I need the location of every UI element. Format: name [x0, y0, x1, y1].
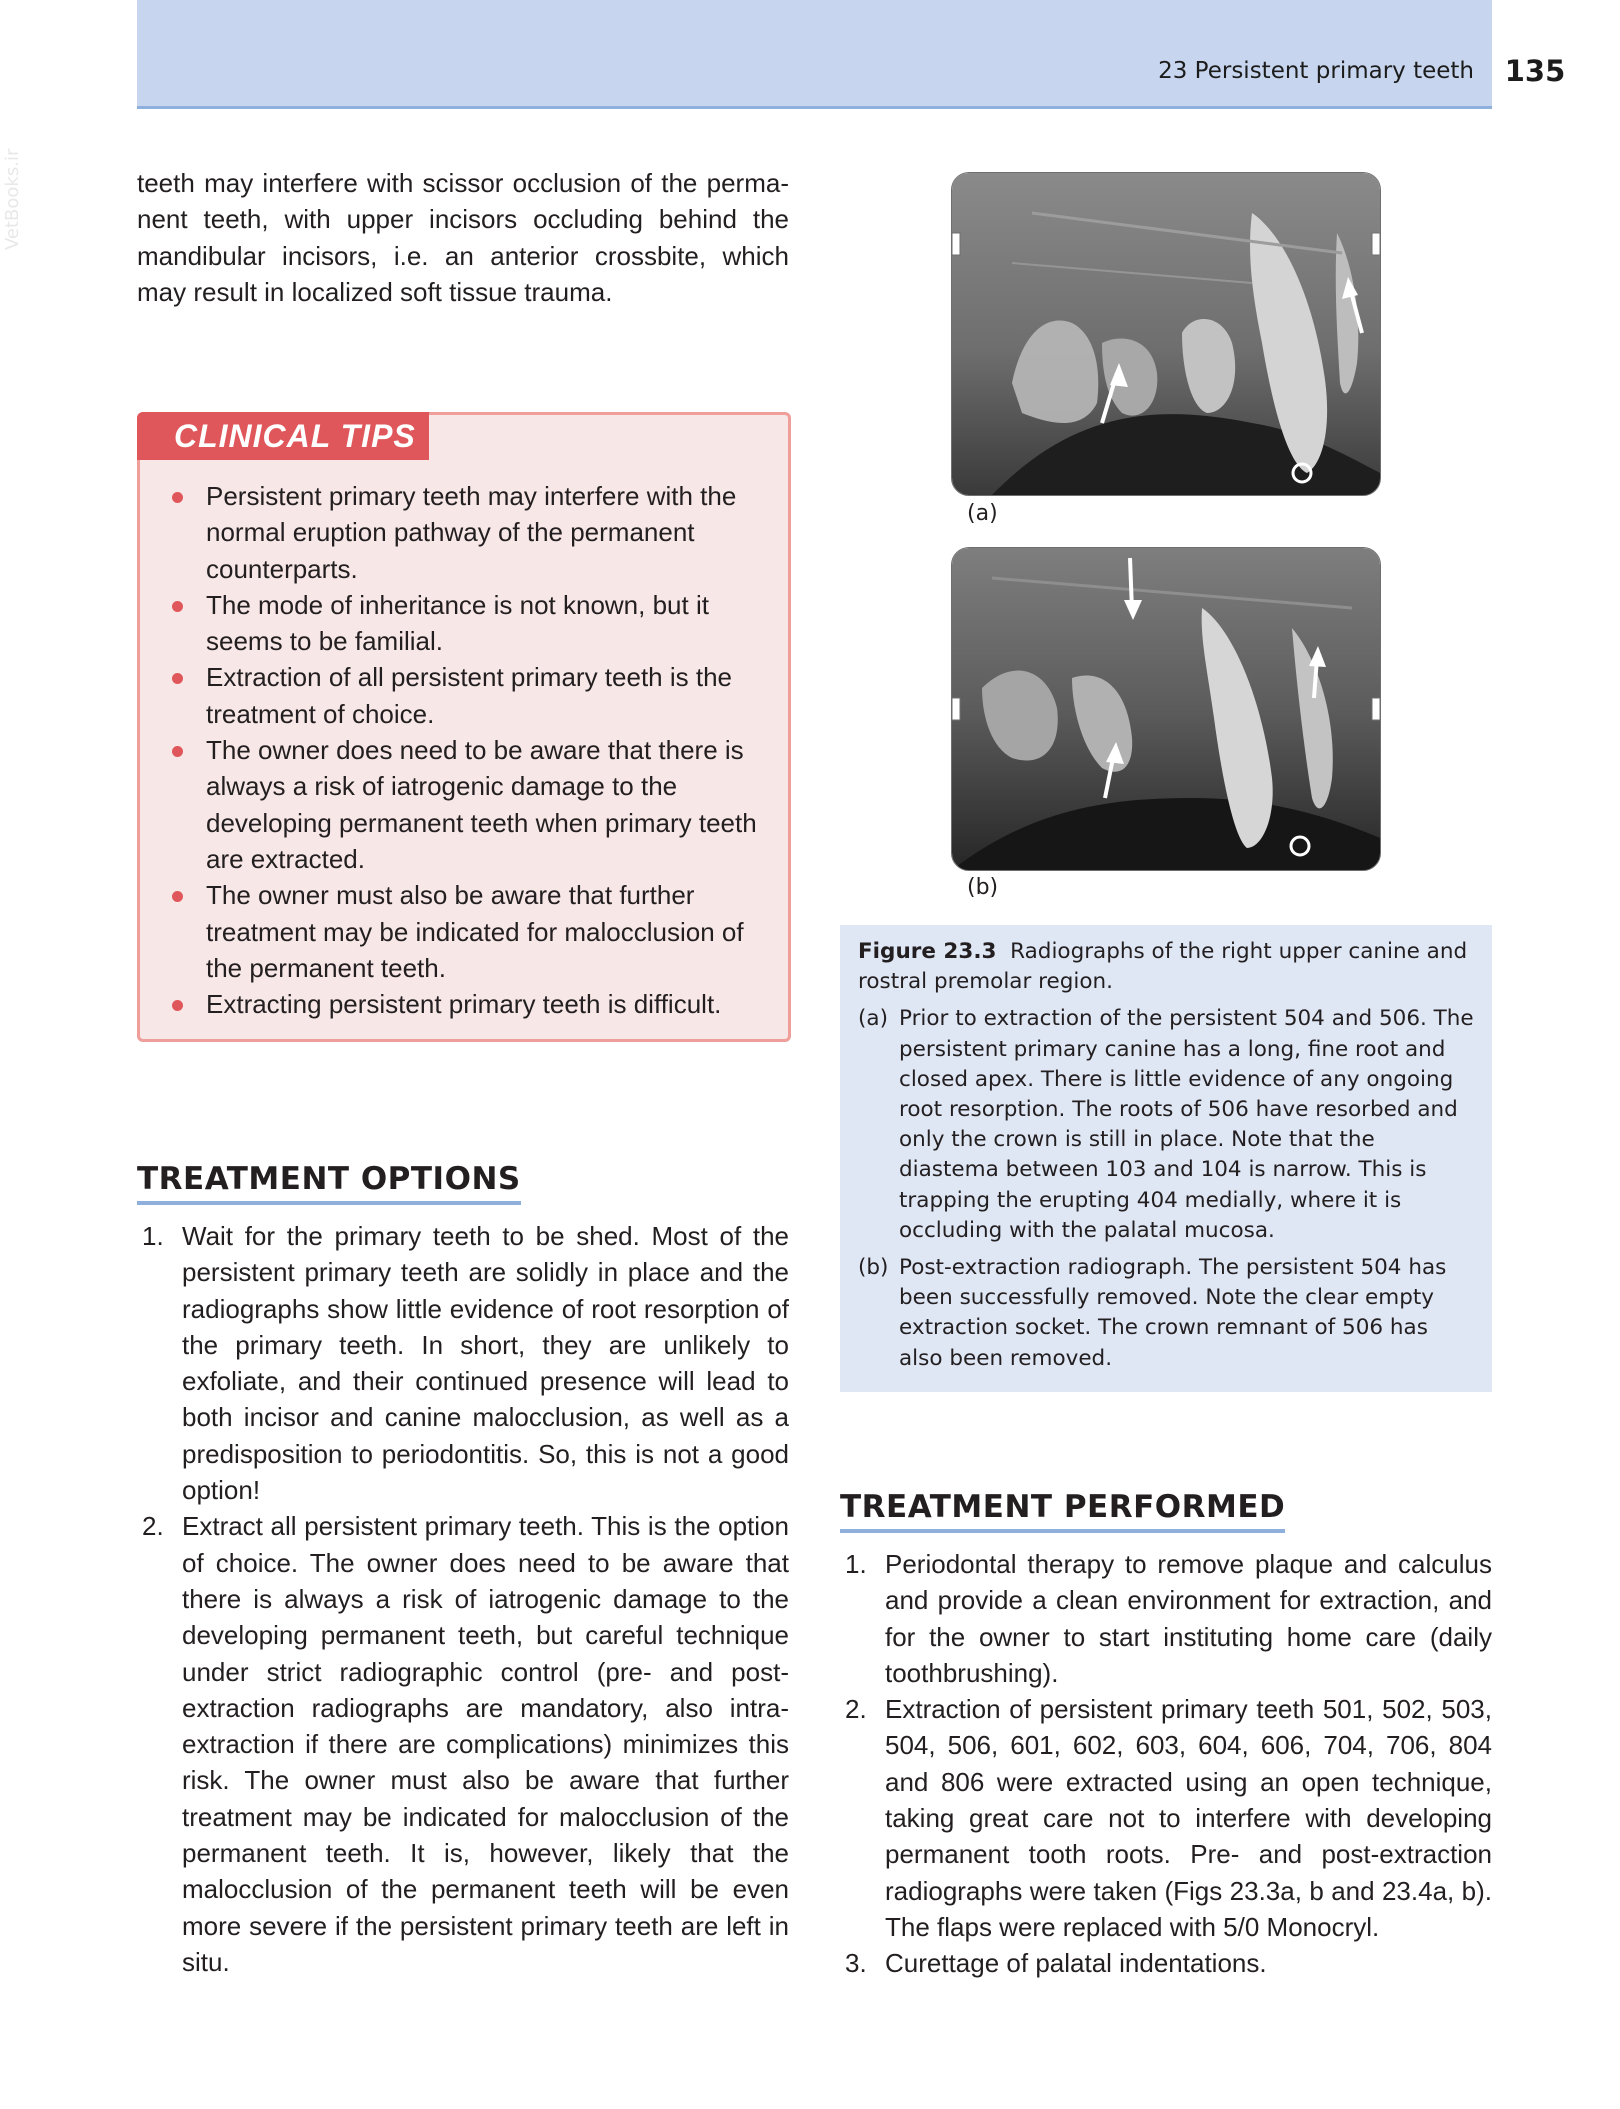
- radiograph-a-image: [952, 173, 1380, 495]
- treatment-options-heading: TREATMENT OPTIONS: [137, 1160, 521, 1205]
- header-band: [137, 0, 1492, 109]
- figure-label-b: (b): [967, 875, 999, 900]
- list-item-text: Periodontal therapy to remove plaque and calculus and provide a clean environment for extraction, and for the owner to start instituting home care (daily toothbrushing).: [885, 1549, 1492, 1688]
- list-item-text: Extraction of persistent primary teeth 501, 502, 503, 504, 506, 601, 602, 603, 604, 606, 704, 706, 804 and 806 were extracted using an open technique, taking great care not to interfere with developing permanent tooth roots. Pre- and post-extraction radiographs were taken (Figs 23.3a, b and 23.4a, b). The flaps were replaced with 5/0 Monocryl.: [885, 1694, 1492, 1942]
- list-item-text: Curettage of palatal indentations.: [885, 1948, 1267, 1979]
- page-number: 135: [1504, 54, 1566, 88]
- figure-caption-item: [858, 1253, 1474, 1374]
- treatment-options-list: [137, 1218, 789, 1980]
- figure-caption-text: Radiographs of the right upper canine and rostral premolar region.: [858, 939, 1468, 995]
- bullet-icon: [172, 673, 183, 684]
- list-number: 1.: [142, 1221, 164, 1251]
- clinical-tips-title: CLINICAL TIPS: [137, 412, 429, 460]
- caption-item-text: Post-extraction radiograph. The persistent 504 has been successfully removed. Note the clear empty extraction socket. The crown remnant of 506 has also been removed.: [899, 1255, 1447, 1371]
- caption-item-letter: (b): [858, 1255, 889, 1281]
- figure-number: Figure 23.3: [858, 939, 997, 964]
- clinical-tip-item: [140, 732, 780, 877]
- list-item: [137, 1218, 789, 1508]
- radiograph-b: [951, 547, 1381, 871]
- clinical-tips-box: [137, 412, 791, 1042]
- list-item: [137, 1508, 789, 1980]
- figure-caption-title: [858, 937, 1474, 997]
- figure-label-a: (a): [967, 501, 998, 526]
- clinical-tip-item: [140, 986, 780, 1022]
- caption-item-letter: (a): [858, 1006, 888, 1032]
- clinical-tip-text: The owner does need to be aware that there is always a risk of iatrogenic damage to the developing permanent teeth when primary teeth are extracted.: [206, 735, 757, 874]
- chapter-title: 23 Persistent primary teeth: [1158, 58, 1474, 84]
- clinical-tip-text: The mode of inheritance is not known, but it seems to be familial.: [206, 589, 709, 657]
- radiograph-b-image: [952, 548, 1380, 870]
- clinical-tip-text: Extraction of all persistent primary teeth is the treatment of choice.: [206, 662, 733, 729]
- bullet-icon: [172, 601, 183, 612]
- list-item-text: Wait for the primary teeth to be shed. Most of the persistent primary teeth are solidly in place and the radiographs show little evidence of root resorption of the primary teeth. In short, they are unlikely to exfoliate, and their continued presence will lead to both incisor and canine malocclusion, as well as a predisposition to periodontitis. So, this is not a good option!: [182, 1221, 789, 1506]
- clinical-tip-item: [140, 587, 780, 660]
- bullet-icon: [172, 746, 183, 757]
- list-item: [840, 1546, 1492, 1691]
- bullet-icon: [172, 891, 183, 902]
- list-item: [840, 1945, 1492, 1981]
- clinical-tip-text: Persistent primary teeth may interfere with the normal eruption pathway of the permanent counterparts.: [206, 481, 737, 584]
- list-item: [840, 1691, 1492, 1945]
- list-item-text: Extract all persistent primary teeth. This is the option of choice. The owner does need to be aware that there is always a risk of iatrogenic damage to the developing permanent teeth, but careful technique under strict radiographic control (pre- and post-extraction radiographs are mandatory, also intra-extraction if there are complications) minimizes this risk. The owner must also be aware that further treatment may be indicated for malocclusion of the permanent teeth. It is, however, likely that the malocclusion of the permanent teeth will be even more severe if the persistent primary teeth are left in situ.: [182, 1511, 789, 1977]
- bullet-icon: [172, 1000, 183, 1011]
- caption-item-text: Prior to extraction of the persistent 504 and 506. The persistent primary canine has a long, fine root and closed apex. There is little evidence of any ongoing root resorption. The roots of 506 have resorbed and only the crown is still in place. Note that the diastema between 103 and 104 is narrow. This is trapping the erupting 404 medially, where it is occluding with the palatal mucosa.: [899, 1006, 1474, 1243]
- clinical-tip-item: [140, 877, 780, 986]
- clinical-tips-list: [140, 478, 780, 1022]
- list-number: 2.: [845, 1694, 867, 1725]
- treatment-performed-list: [840, 1546, 1492, 1982]
- watermark: VetBooks.ir: [2, 148, 23, 250]
- clinical-tip-text: Extracting persistent primary teeth is difficult.: [206, 989, 722, 1020]
- radiograph-a: [951, 172, 1381, 496]
- clinical-tip-item: [140, 478, 780, 587]
- treatment-performed-heading: TREATMENT PERFORMED: [840, 1488, 1285, 1533]
- list-number: 3.: [845, 1948, 867, 1979]
- figure-caption-box: [840, 925, 1492, 1392]
- clinical-tip-text: The owner must also be aware that further treatment may be indicated for malocclusion of the permanent teeth.: [206, 880, 744, 983]
- clinical-tip-item: [140, 659, 780, 732]
- intro-paragraph: teeth may interfere with scissor occlusion of the perma-nent teeth, with upper incisors occluding behind the mandibular incisors, i.e. an anterior crossbite, which may result in localized soft tissue trauma.: [137, 168, 789, 307]
- bullet-icon: [172, 492, 183, 503]
- list-number: 2.: [142, 1511, 164, 1542]
- figure-caption-item: [858, 1004, 1474, 1246]
- list-number: 1.: [845, 1549, 867, 1579]
